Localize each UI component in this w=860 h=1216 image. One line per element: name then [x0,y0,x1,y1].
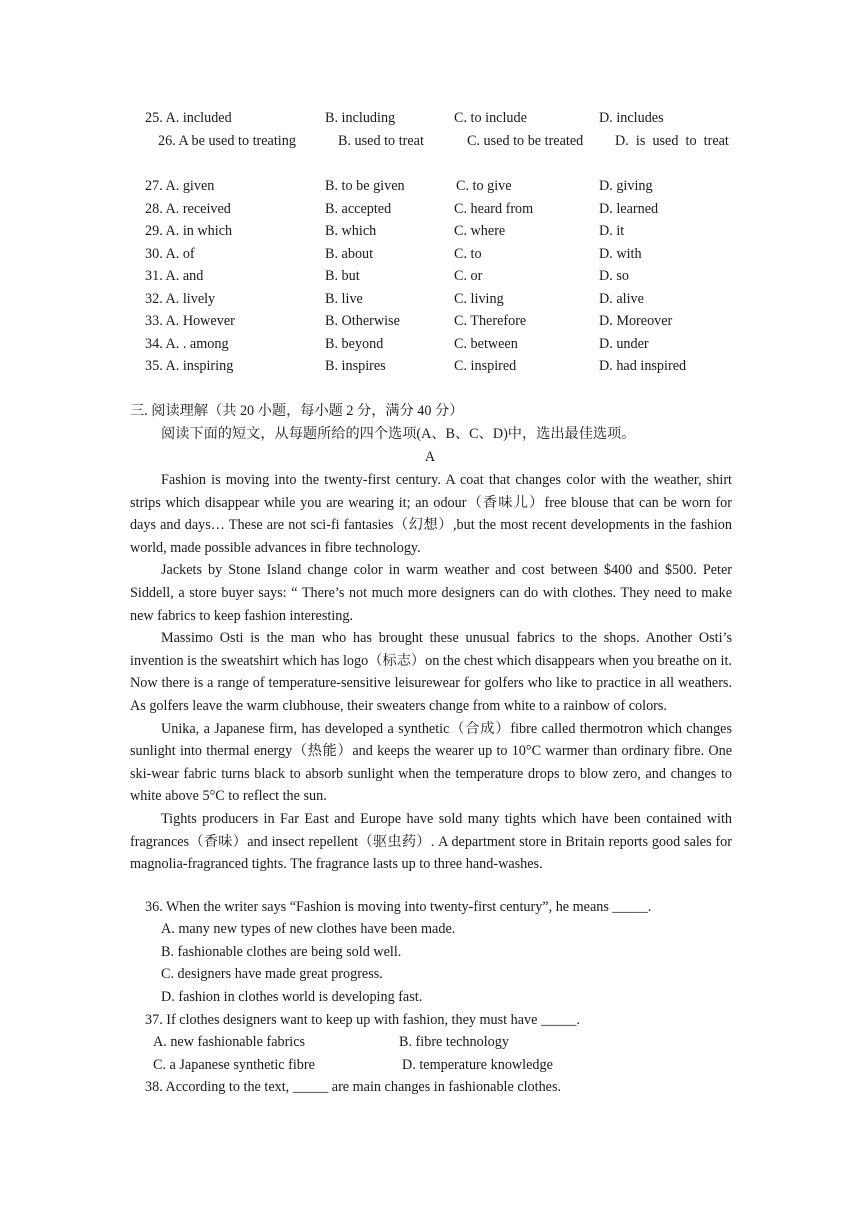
option-a: 26. A be used to treating [158,133,296,149]
option-a: 27. A. given [145,178,215,194]
option-c: C. to give [456,178,512,194]
cloze-row-34 [0,334,860,354]
cloze-row-30 [0,244,860,264]
option-c: C. inspired [454,358,517,374]
option-d: D. Moreover [599,313,673,329]
option-c: C. between [454,336,518,352]
option-d: D. giving [599,178,653,194]
option-b: B. about [325,246,374,262]
option-d: D. learned [599,201,659,217]
option-a: 28. A. received [145,201,231,217]
passage-paragraph: Massimo Osti is the man who has brought these unusual fabrics to the shops. Another Osti’s invention is the sweatshirt which has logo（标志）on the chest which disappears when you breathe on it. Now there is a range of temperature-sensitive leisurewear for golfers who like to practice in all weathers. As golfers leave the warm clubhouse, their sweaters change from white to a rainbow of colors. [130,630,732,714]
option-d: D. includes [599,110,664,126]
option-c: C. used to be treated [467,133,584,149]
passage-paragraph: Jackets by Stone Island change color in warm weather and cost between $400 and $500. Peter Siddell, a store buyer says: “ There’s not much more designers can do with clothes. They need to make new fabrics to keep fashion interesting. [130,562,732,624]
option-c: C. to [454,246,482,262]
cloze-row-32 [0,289,860,309]
cloze-row-26 [0,131,860,151]
section-heading: 三. 阅读理解（共 20 小题，每小题 2 分，满分 40 分） [130,403,464,419]
option-b: B. accepted [325,201,392,217]
option-b: B. inspires [325,358,386,374]
option-b: B. used to treat [338,133,424,149]
option-b: B. which [325,223,377,239]
option-c: C. living [454,291,504,307]
passage-title: A [424,449,436,465]
option-d: D. had inspired [599,358,687,374]
option-b: B. live [325,291,363,307]
option-b: B. including [325,110,396,126]
option-c: C. Therefore [454,313,527,329]
question-37-option-c: C. a Japanese synthetic fibre [153,1057,315,1073]
option-a: 31. A. and [145,268,204,284]
passage-paragraph: Unika, a Japanese firm, has developed a synthetic（合成）fibre called thermotron which changes sunlight into thermal energy（热能）and keeps the wearer up to 10°C warmer than ordinary fibre. One ski-wear fabric turns black to absorb sunlight when the temperature drops to blow zero, and changes to white above 5°C to reflect the sun. [130,720,732,805]
cloze-row-27 [0,176,860,196]
section-instruction: 阅读下面的短文，从每题所给的四个选项(A、B、C、D)中，选出最佳选项。 [161,426,636,442]
option-c: C. to include [454,110,527,126]
passage-paragraph: Fashion is moving into the twenty-first century. A coat that changes color with the weather, shirt strips which disappear while you are wearing it; an odour（香味儿）free blouse that can be worn for days and days… These are not sci-fi fantasies（幻想）,but the most recent developments in the fashion world, made possible advances in fibre technology. [130,472,732,556]
option-d: D. with [599,246,642,262]
option-b: B. to be given [325,178,405,194]
question-36-option-d: D. fashion in clothes world is developing fast. [161,989,423,1005]
option-b: B. but [325,268,360,284]
option-b: B. Otherwise [325,313,400,329]
question-36-option-c: C. designers have made great progress. [161,966,383,982]
cloze-row-31 [0,266,860,286]
option-c: C. heard from [454,201,534,217]
question-36-option-a: A. many new types of new clothes have been made. [161,921,456,937]
option-a: 25. A. included [145,110,232,126]
option-c: C. or [454,268,483,284]
cloze-row-25 [0,108,860,128]
cloze-row-29 [0,221,860,241]
option-d: D. alive [599,291,644,307]
reading-passage [130,469,732,876]
option-b: B. beyond [325,336,384,352]
option-a: 33. A. However [145,313,235,329]
option-a: 35. A. inspiring [145,358,234,374]
option-a: 29. A. in which [145,223,233,239]
option-a: 30. A. of [145,246,195,262]
option-d: D. is used to treat [615,133,729,149]
question-37: 37. If clothes designers want to keep up with fashion, they must have _____. [145,1012,580,1028]
question-36: 36. When the writer says “Fashion is moving into twenty-first century”, he means _____. [145,899,652,915]
option-c: C. where [454,223,506,239]
cloze-row-35 [0,356,860,376]
cloze-row-33 [0,311,860,331]
option-a: 34. A. . among [145,336,229,352]
option-d: D. so [599,268,629,284]
question-38: 38. According to the text, _____ are main changes in fashionable clothes. [145,1079,562,1095]
option-d: D. under [599,336,649,352]
passage-paragraph: Tights producers in Far East and Europe have sold many tights which have been contained with fragrances（香味）and insect repellent（驱虫药）. A department store in Britain reports good sales for magnolia-fragranced tights. The fragrance lasts up to three hand-washes. [130,810,732,873]
question-37-option-a: A. new fashionable fabrics [153,1034,306,1050]
question-37-option-b: B. fibre technology [399,1034,509,1050]
option-d: D. it [599,223,625,239]
cloze-row-28 [0,199,860,219]
question-36-option-b: B. fashionable clothes are being sold well. [161,944,402,960]
question-37-option-d: D. temperature knowledge [402,1057,553,1073]
option-a: 32. A. lively [145,291,216,307]
